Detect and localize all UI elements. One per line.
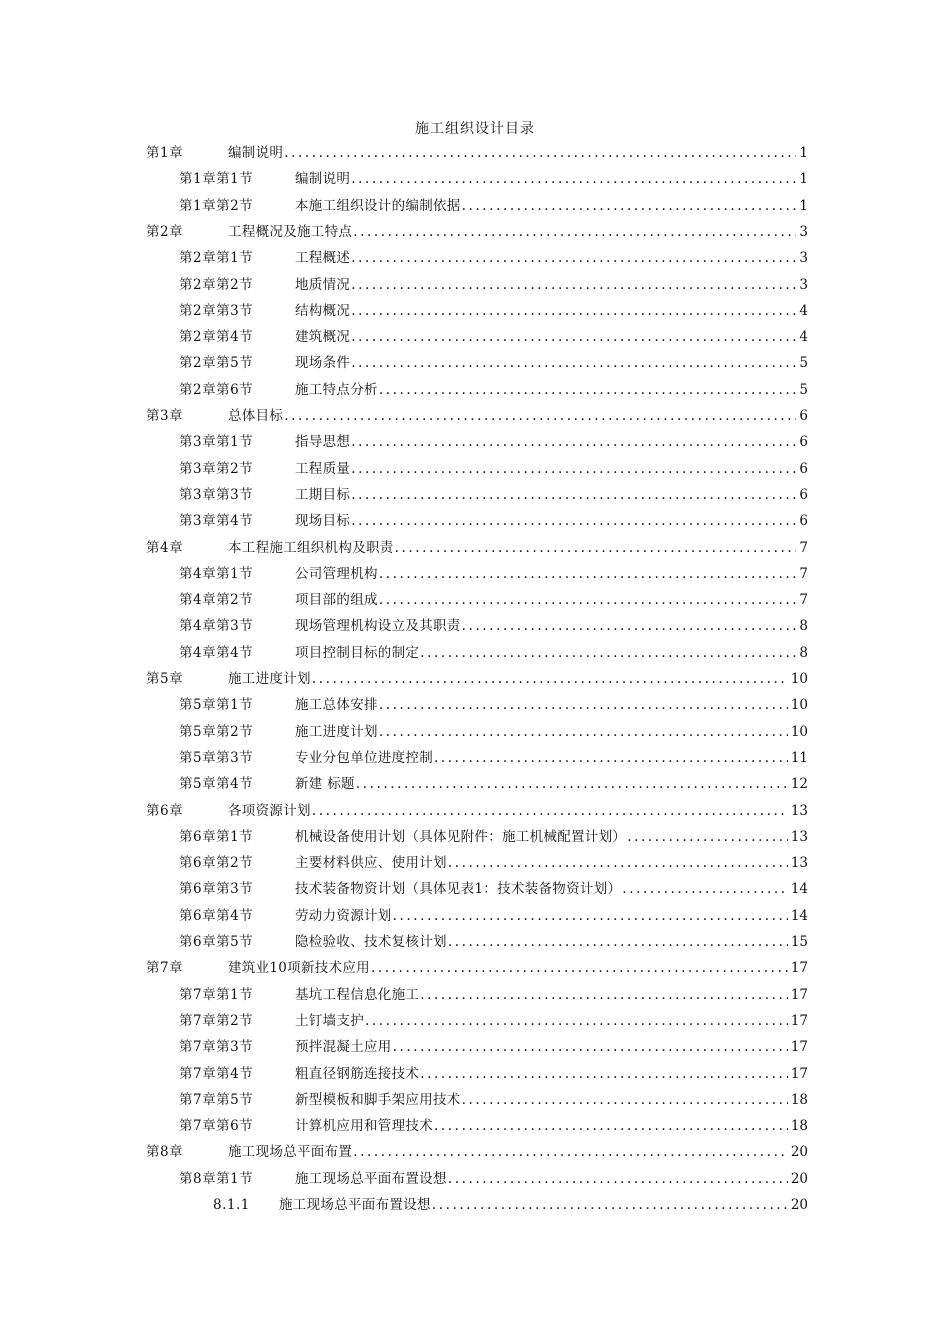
toc-dot-leader <box>462 615 797 637</box>
toc-entry-page-number: 3 <box>799 223 808 240</box>
toc-entry-page-number: 11 <box>790 749 808 766</box>
toc-entry-page-number: 6 <box>799 460 808 477</box>
toc-entry-number: 第7章第3节 <box>179 1039 254 1056</box>
toc-entry[interactable] <box>179 247 808 269</box>
toc-entry-title: 指导思想 <box>295 434 351 451</box>
toc-entry-number: 第4章第1节 <box>179 565 254 582</box>
toc-entry[interactable] <box>146 957 808 979</box>
toc-entry-number: 第2章第3节 <box>179 302 254 319</box>
toc-dot-leader <box>379 589 797 611</box>
toc-entry-page-number: 13 <box>790 828 808 845</box>
toc-entry-number: 第1章第2节 <box>179 197 254 214</box>
toc-entry-number: 第3章第4节 <box>179 513 254 530</box>
toc-dot-leader <box>351 326 796 348</box>
toc-entry-page-number: 5 <box>799 381 808 398</box>
toc-dot-leader <box>351 431 796 453</box>
toc-entry[interactable] <box>179 326 808 348</box>
toc-entry-title: 专业分包单位进度控制 <box>295 749 433 766</box>
toc-dot-leader <box>462 195 797 217</box>
toc-entry-page-number: 4 <box>799 302 808 319</box>
toc-entry[interactable] <box>179 747 808 769</box>
toc-entry-number: 第1章 <box>146 145 184 161</box>
toc-entry-title: 工期目标 <box>295 486 351 503</box>
toc-entry-number: 第4章第3节 <box>179 618 254 635</box>
toc-entry-title: 编制说明 <box>228 145 284 161</box>
toc-entry[interactable] <box>179 379 808 401</box>
toc-entry[interactable] <box>179 694 808 716</box>
toc-entry-number: 第5章第3节 <box>179 749 254 766</box>
toc-entry-title: 现场目标 <box>295 513 351 530</box>
toc-entry-page-number: 17 <box>790 1039 808 1056</box>
toc-entry-title: 结构概况 <box>295 302 351 319</box>
toc-entry-title: 建筑业10项新技术应用 <box>228 960 370 977</box>
toc-entry-page-number: 10 <box>790 723 808 740</box>
toc-entry-page-number: 6 <box>799 486 808 503</box>
toc-entry-number: 第5章第2节 <box>179 723 254 740</box>
toc-dot-leader <box>371 957 788 979</box>
toc-dot-leader <box>622 878 788 900</box>
toc-entry[interactable] <box>179 484 808 506</box>
toc-entry-page-number: 13 <box>790 802 808 819</box>
toc-entry-page-number: 10 <box>790 697 808 714</box>
toc-entry[interactable] <box>179 1063 808 1085</box>
toc-entry-title: 劳动力资源计划 <box>295 907 392 924</box>
toc-dot-leader <box>284 142 796 164</box>
toc-entry-number: 第2章第1节 <box>179 250 254 267</box>
toc-entry-number: 第2章第6节 <box>179 381 254 398</box>
toc-entry-title: 机械设备使用计划（具体见附件：施工机械配置计划） <box>295 828 627 845</box>
toc-entry-page-number: 6 <box>799 408 808 424</box>
toc-entry-page-number: 20 <box>790 1197 808 1213</box>
toc-entry-number: 第7章第6节 <box>179 1118 254 1135</box>
toc-entry-title: 现场条件 <box>295 355 351 372</box>
toc-entry-page-number: 12 <box>790 776 808 793</box>
toc-entry-number: 第7章第4节 <box>179 1065 254 1082</box>
toc-dot-leader <box>434 747 788 769</box>
toc-dot-leader <box>351 510 796 532</box>
toc-entry-number: 第7章第5节 <box>179 1091 254 1108</box>
toc-dot-leader <box>434 1115 788 1137</box>
toc-entry-number: 第3章第3节 <box>179 486 254 503</box>
toc-entry[interactable] <box>179 352 808 374</box>
toc-entry-page-number: 17 <box>790 1065 808 1082</box>
toc-entry-number: 第2章 <box>146 223 184 240</box>
toc-entry-title: 主要材料供应、使用计划 <box>295 855 447 872</box>
toc-entry-number: 第2章第5节 <box>179 355 254 372</box>
toc-entry[interactable] <box>179 826 808 848</box>
toc-entry-page-number: 5 <box>799 355 808 372</box>
toc-entry[interactable] <box>179 642 808 664</box>
toc-entry[interactable] <box>146 537 808 559</box>
toc-entry-title: 粗直径钢筋连接技术 <box>295 1065 420 1082</box>
toc-dot-leader <box>393 1036 788 1058</box>
toc-entry-number: 第4章 <box>146 539 184 556</box>
toc-entry-number: 第6章第5节 <box>179 934 254 950</box>
toc-dot-leader <box>395 537 797 559</box>
toc-entry-title: 施工现场总平面布置 <box>228 1144 353 1161</box>
toc-entry[interactable] <box>179 589 808 611</box>
toc-dot-leader <box>379 563 797 585</box>
toc-entry-page-number: 15 <box>790 934 808 950</box>
toc-entry-page-number: 17 <box>790 1012 808 1029</box>
toc-dot-leader <box>351 352 796 374</box>
toc-dot-leader <box>393 905 788 927</box>
toc-dot-leader <box>420 984 788 1006</box>
toc-entry-page-number: 7 <box>799 592 808 609</box>
toc-entry-number: 第6章第2节 <box>179 855 254 872</box>
toc-entry-number: 第7章第1节 <box>179 986 254 1003</box>
toc-dot-leader <box>379 379 797 401</box>
toc-entry[interactable] <box>179 431 808 453</box>
toc-entry-page-number: 6 <box>799 513 808 530</box>
toc-dot-leader <box>379 721 788 743</box>
toc-entry-title: 公司管理机构 <box>295 565 378 582</box>
toc-entry-title: 技术装备物资计划（具体见表1：技术装备物资计划） <box>295 881 622 898</box>
toc-entry-page-number: 18 <box>790 1118 808 1135</box>
toc-entry-title: 施工特点分析 <box>295 381 378 398</box>
toc-dot-leader <box>448 1168 788 1190</box>
toc-entry[interactable] <box>146 221 808 243</box>
toc-entry-title: 工程概况及施工特点 <box>228 223 353 240</box>
toc-entry-title: 预拌混凝土应用 <box>295 1039 392 1056</box>
toc-dot-leader <box>448 931 788 953</box>
toc-entry-title: 土钉墙支护 <box>295 1012 364 1029</box>
toc-entry-title: 现场管理机构设立及其职责 <box>295 618 461 635</box>
toc-entry[interactable] <box>146 405 808 427</box>
toc-dot-leader <box>379 694 788 716</box>
toc-entry[interactable] <box>179 458 808 480</box>
toc-entry-number: 第6章第4节 <box>179 907 254 924</box>
toc-entry[interactable] <box>179 510 808 532</box>
toc-entry-number: 第2章第4节 <box>179 329 254 346</box>
toc-dot-leader <box>312 800 788 822</box>
toc-entry-number: 第8章 <box>146 1144 184 1161</box>
toc-entry-number: 第4章第4节 <box>179 644 254 661</box>
toc-entry[interactable] <box>179 1036 808 1058</box>
toc-entry-page-number: 3 <box>799 250 808 267</box>
toc-dot-leader <box>420 1063 788 1085</box>
toc-entry-title: 新建 标题 <box>295 776 355 793</box>
toc-entry-number: 第6章 <box>146 802 184 819</box>
toc-entry-page-number: 8 <box>799 618 808 635</box>
toc-entry-page-number: 6 <box>799 434 808 451</box>
toc-entry-title: 计算机应用和管理技术 <box>295 1118 433 1135</box>
toc-entry-page-number: 1 <box>799 145 808 161</box>
toc-entry-title: 施工总体安排 <box>295 697 378 714</box>
toc-entry[interactable] <box>179 274 808 296</box>
toc-entry[interactable] <box>179 300 808 322</box>
toc-entry-page-number: 13 <box>790 855 808 872</box>
toc-entry[interactable] <box>179 931 808 953</box>
toc-entry-title: 新型模板和脚手架应用技术 <box>295 1091 461 1108</box>
toc-entry-title: 各项资源计划 <box>228 802 311 819</box>
toc-dot-leader <box>365 1010 788 1032</box>
toc-entry[interactable] <box>146 668 808 690</box>
toc-dot-leader <box>351 300 796 322</box>
toc-dot-leader <box>351 247 796 269</box>
toc-entry-title: 基坑工程信息化施工 <box>295 986 420 1003</box>
toc-entry-page-number: 8 <box>799 644 808 661</box>
toc-entry-title: 本工程施工组织机构及职责 <box>228 539 394 556</box>
toc-entry[interactable] <box>179 1115 808 1137</box>
toc-entry-page-number: 14 <box>790 881 808 898</box>
toc-entry[interactable] <box>179 563 808 585</box>
toc-entry-page-number: 18 <box>790 1091 808 1108</box>
toc-dot-leader <box>353 1141 788 1163</box>
toc-dot-leader <box>351 484 796 506</box>
toc-entry[interactable] <box>179 852 808 874</box>
toc-entry-number: 第5章第1节 <box>179 697 254 714</box>
toc-entry-number: 8.1.1 <box>213 1197 250 1213</box>
toc-entry-title: 地质情况 <box>295 276 351 293</box>
toc-entry[interactable] <box>179 1010 808 1032</box>
toc-dot-leader <box>448 852 788 874</box>
toc-entry-title: 建筑概况 <box>295 329 351 346</box>
toc-entry-title: 工程质量 <box>295 460 351 477</box>
toc-entry-number: 第5章第4节 <box>179 776 254 793</box>
toc-entry-title: 编制说明 <box>295 171 351 188</box>
toc-entry-page-number: 4 <box>799 329 808 346</box>
toc-entry-page-number: 7 <box>799 539 808 556</box>
toc-entry-page-number: 14 <box>790 907 808 924</box>
toc-entry-title: 工程概述 <box>295 250 351 267</box>
toc-entry-page-number: 3 <box>799 276 808 293</box>
toc-entry-number: 第6章第3节 <box>179 881 254 898</box>
toc-dot-leader <box>351 168 796 190</box>
toc-entry-page-number: 1 <box>799 197 808 214</box>
toc-entry-title: 施工进度计划 <box>295 723 378 740</box>
toc-entry-title: 总体目标 <box>228 408 284 424</box>
toc-entry-number: 第2章第2节 <box>179 276 254 293</box>
toc-entry-page-number: 20 <box>790 1170 808 1187</box>
toc-entry[interactable] <box>179 773 808 795</box>
toc-entry-number: 第3章 <box>146 408 184 424</box>
toc-entry-number: 第3章第1节 <box>179 434 254 451</box>
toc-entry[interactable] <box>146 1141 808 1163</box>
toc-entry[interactable] <box>179 721 808 743</box>
toc-entry-page-number: 17 <box>790 986 808 1003</box>
toc-entry[interactable] <box>146 142 808 164</box>
toc-dot-leader <box>420 642 796 664</box>
toc-entry[interactable] <box>179 878 808 900</box>
toc-entry[interactable] <box>179 1168 808 1190</box>
toc-entry[interactable] <box>179 615 808 637</box>
toc-entry-title: 施工现场总平面布置设想 <box>295 1170 447 1187</box>
toc-entry[interactable] <box>179 905 808 927</box>
toc-dot-leader <box>462 1089 788 1111</box>
toc-entry-number: 第5章 <box>146 671 184 687</box>
toc-dot-leader <box>627 826 788 848</box>
toc-dot-leader <box>356 773 788 795</box>
toc-entry-title: 项目控制目标的制定 <box>295 644 420 661</box>
toc-entry-title: 隐检验收、技术复核计划 <box>295 934 447 950</box>
toc-entry-number: 第7章 <box>146 960 184 977</box>
toc-entry-page-number: 17 <box>790 960 808 977</box>
toc-entry-number: 第6章第1节 <box>179 828 254 845</box>
toc-dot-leader <box>351 458 796 480</box>
toc-entry[interactable] <box>179 168 808 190</box>
toc-entry[interactable] <box>213 1194 808 1216</box>
toc-entry[interactable] <box>179 195 808 217</box>
toc-dot-leader <box>312 668 788 690</box>
toc-entry-number: 第3章第2节 <box>179 460 254 477</box>
document-title: 施工组织设计目录 <box>415 121 535 137</box>
toc-entry-title: 施工进度计划 <box>228 671 311 687</box>
toc-entry-title: 施工现场总平面布置设想 <box>279 1197 431 1213</box>
toc-entry-title: 项目部的组成 <box>295 592 378 609</box>
toc-entry-page-number: 1 <box>799 171 808 188</box>
toc-dot-leader <box>353 221 796 243</box>
toc-entry-number: 第1章第1节 <box>179 171 254 188</box>
toc-entry-title: 本施工组织设计的编制依据 <box>295 197 461 214</box>
toc-dot-leader <box>432 1194 788 1216</box>
toc-dot-leader <box>284 405 796 427</box>
toc-entry-number: 第8章第1节 <box>179 1170 254 1187</box>
toc-entry[interactable] <box>179 984 808 1006</box>
toc-entry[interactable] <box>179 1089 808 1111</box>
toc-entry-number: 第4章第2节 <box>179 592 254 609</box>
toc-entry-number: 第7章第2节 <box>179 1012 254 1029</box>
toc-entry[interactable] <box>146 800 808 822</box>
toc-dot-leader <box>351 274 796 296</box>
toc-entry-page-number: 7 <box>799 565 808 582</box>
toc-entry-page-number: 10 <box>790 671 808 687</box>
toc-entry-page-number: 20 <box>790 1144 808 1161</box>
